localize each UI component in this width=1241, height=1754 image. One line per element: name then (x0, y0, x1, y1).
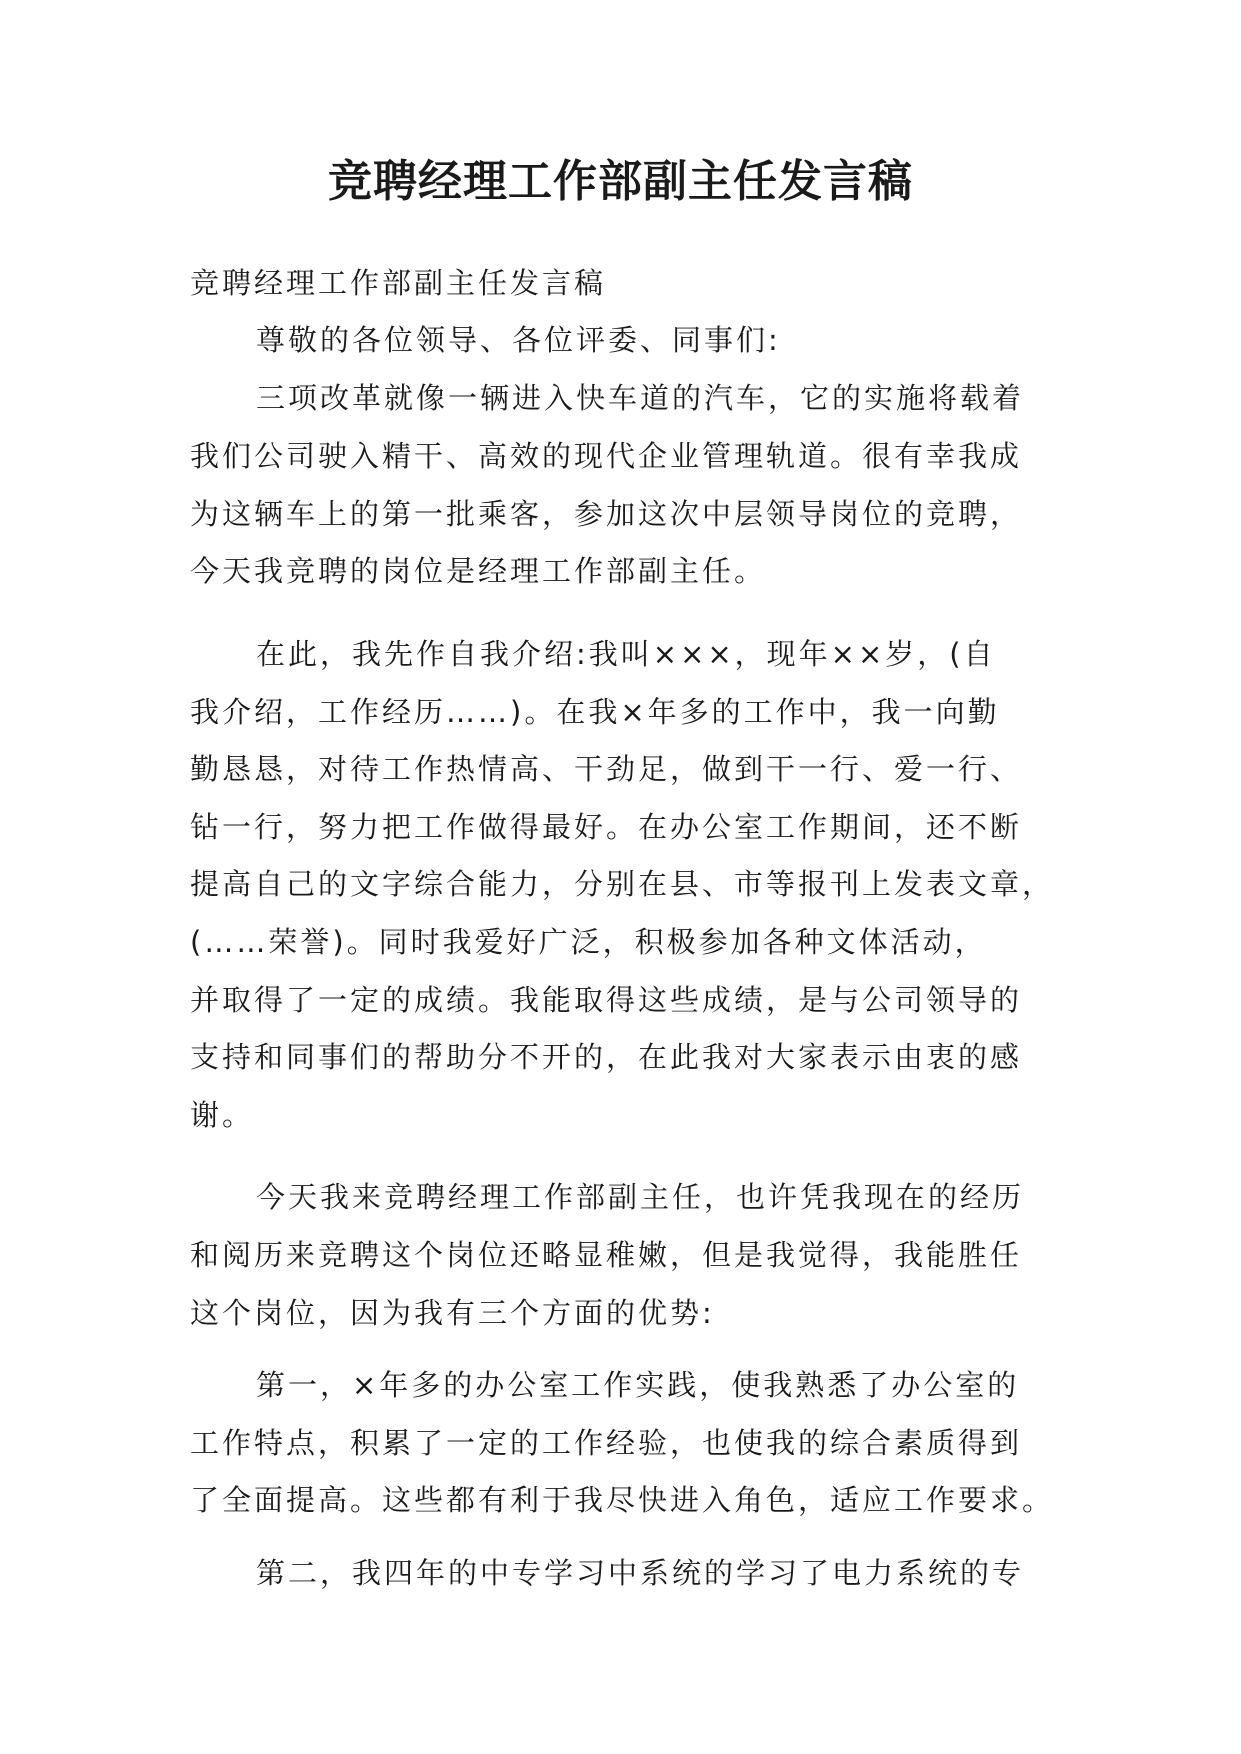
body-line: (……荣誉)。同时我爱好广泛，积极参加各种文体活动， (190, 925, 987, 959)
body-line: 在此，我先作自我介绍:我叫×××，现年××岁，(自 (256, 637, 996, 671)
body-line: 尊敬的各位领导、各位评委、同事们: (256, 323, 781, 357)
body-line: 今天我来竞聘经理工作部副主任，也许凭我现在的经历 (256, 1180, 1025, 1214)
body-line: 提高自己的文字综合能力，分别在县、市等报刊上发表文章， (190, 867, 1055, 901)
body-line: 第二，我四年的中专学习中系统的学习了电力系统的专 (256, 1556, 1025, 1590)
body-line: 三项改革就像一辆进入快车道的汽车，它的实施将载着 (256, 381, 1025, 415)
body-line: 钻一行，努力把工作做得最好。在办公室工作期间，还不断 (190, 810, 1023, 844)
body-line: 第一，×年多的办公室工作实践，使我熟悉了办公室的 (256, 1368, 1020, 1402)
body-line: 勤恳恳，对待工作热情高、干劲足，做到干一行、爱一行、 (190, 752, 1023, 786)
body-line: 这个岗位，因为我有三个方面的优势: (190, 1296, 715, 1330)
body-line: 和阅历来竞聘这个岗位还略显稚嫩，但是我觉得，我能胜任 (190, 1238, 1023, 1272)
body-line: 我们公司驶入精干、高效的现代企业管理轨道。很有幸我成 (190, 439, 1023, 473)
body-line: 谢。 (190, 1098, 255, 1132)
body-line: 今天我竞聘的岗位是经理工作部副主任。 (190, 554, 767, 588)
body-line: 竞聘经理工作部副主任发言稿 (190, 266, 607, 300)
body-line: 工作特点，积累了一定的工作经验，也使我的综合素质得到 (190, 1426, 1023, 1460)
body-line: 支持和同事们的帮助分不开的，在此我对大家表示由衷的感 (190, 1040, 1023, 1074)
body-line: 了全面提高。这些都有利于我尽快进入角色，适应工作要求。 (190, 1483, 1055, 1517)
body-line: 为这辆车上的第一批乘客，参加这次中层领导岗位的竞聘， (190, 497, 1023, 531)
document-title: 竞聘经理工作部副主任发言稿 (328, 156, 913, 207)
body-line: 我介绍，工作经历……)。在我×年多的工作中，我一向勤 (190, 695, 1000, 729)
body-line: 并取得了一定的成绩。我能取得这些成绩，是与公司领导的 (190, 983, 1023, 1017)
